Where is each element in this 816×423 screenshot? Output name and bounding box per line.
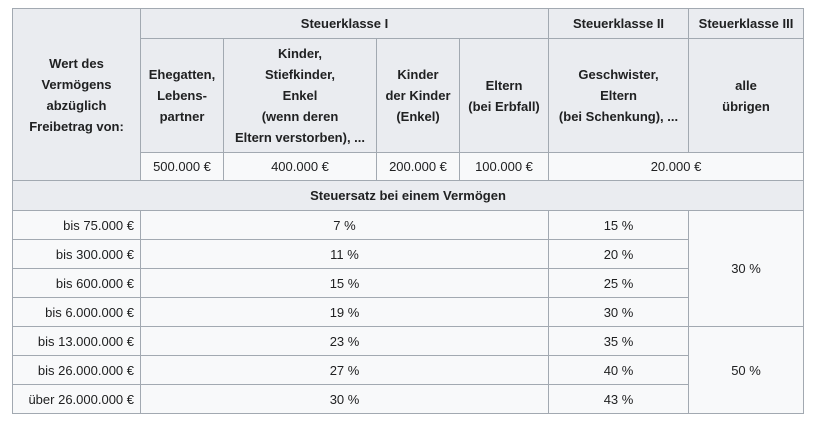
allowance-children: 400.000 € xyxy=(224,153,377,181)
rate-class-2: 40 % xyxy=(549,356,689,385)
rate-class-1: 11 % xyxy=(141,240,549,269)
sub-header-parents xyxy=(460,39,549,153)
rate-class-2: 43 % xyxy=(549,385,689,414)
row-header-line: Wert des xyxy=(49,55,104,71)
sub-header-line: alle xyxy=(735,77,757,93)
rate-class-1: 19 % xyxy=(141,298,549,327)
sub-header-line: Eltern xyxy=(485,77,523,93)
table-row xyxy=(13,385,804,414)
table-row xyxy=(13,269,804,298)
sub-header-others xyxy=(689,39,804,153)
rate-class-2: 15 % xyxy=(549,211,689,240)
sub-header-line: partner xyxy=(159,109,205,124)
rate-class-3: 30 % xyxy=(689,211,804,327)
sub-header-line: Kinder xyxy=(397,67,439,82)
threshold-cell: bis 13.000.000 € xyxy=(13,327,141,356)
row-header-line: abzüglich xyxy=(46,97,107,113)
table-row xyxy=(13,327,804,356)
threshold-cell: bis 300.000 € xyxy=(13,240,141,269)
sub-header-line: Eltern xyxy=(600,88,637,103)
rate-class-1: 15 % xyxy=(141,269,549,298)
sub-header-grandchildren xyxy=(377,39,460,153)
threshold-cell: bis 26.000.000 € xyxy=(13,356,141,385)
rate-class-1: 7 % xyxy=(141,211,549,240)
rate-class-1: 23 % xyxy=(141,327,549,356)
allowance-parents: 100.000 € xyxy=(460,153,549,181)
class-1-header: Steuerklasse I xyxy=(141,9,549,39)
table-row xyxy=(13,298,804,327)
rate-class-2: 25 % xyxy=(549,269,689,298)
row-header-line: Freibetrag von: xyxy=(29,118,124,134)
sub-header-line: Kinder, xyxy=(277,46,323,61)
sub-header-siblings xyxy=(549,39,689,153)
threshold-cell: bis 6.000.000 € xyxy=(13,298,141,327)
sub-header-line: (bei Erbfall) xyxy=(468,98,540,114)
class-3-header: Steuerklasse III xyxy=(689,9,804,39)
sub-header-line: Lebens- xyxy=(157,88,207,103)
sub-header-line: übrigen xyxy=(722,98,770,114)
row-header-line: Vermögens xyxy=(41,76,112,92)
sub-header-children xyxy=(224,39,377,153)
threshold-cell: über 26.000.000 € xyxy=(13,385,141,414)
rate-class-2: 30 % xyxy=(549,298,689,327)
allowance-class-2-3: 20.000 € xyxy=(549,153,804,181)
sub-header-line: Enkel xyxy=(282,88,318,103)
table-row xyxy=(13,240,804,269)
sub-header-line: Ehegatten, xyxy=(148,67,216,82)
tax-rate-table xyxy=(12,8,804,414)
sub-header-line: Stiefkinder, xyxy=(264,67,336,82)
table-row xyxy=(13,356,804,385)
rate-class-2: 35 % xyxy=(549,327,689,356)
rate-class-1: 30 % xyxy=(141,385,549,414)
row-header-value xyxy=(13,9,141,181)
sub-header-line: (Enkel) xyxy=(396,109,440,124)
rate-class-3: 50 % xyxy=(689,327,804,414)
sub-header-line: (wenn deren xyxy=(261,109,339,124)
class-2-header: Steuerklasse II xyxy=(549,9,689,39)
rate-class-2: 20 % xyxy=(549,240,689,269)
section-title: Steuersatz bei einem Vermögen xyxy=(13,181,804,211)
threshold-cell: bis 75.000 € xyxy=(13,211,141,240)
threshold-cell: bis 600.000 € xyxy=(13,269,141,298)
sub-header-line: (bei Schenkung), ... xyxy=(558,109,679,124)
rate-class-1: 27 % xyxy=(141,356,549,385)
sub-header-spouses xyxy=(141,39,224,153)
allowance-grandchildren: 200.000 € xyxy=(377,153,460,181)
sub-header-line: Eltern verstorben), ... xyxy=(234,130,366,145)
table-row xyxy=(13,211,804,240)
allowance-spouses: 500.000 € xyxy=(141,153,224,181)
sub-header-line: der Kinder xyxy=(385,88,451,103)
sub-header-line: Geschwister, xyxy=(578,67,659,82)
